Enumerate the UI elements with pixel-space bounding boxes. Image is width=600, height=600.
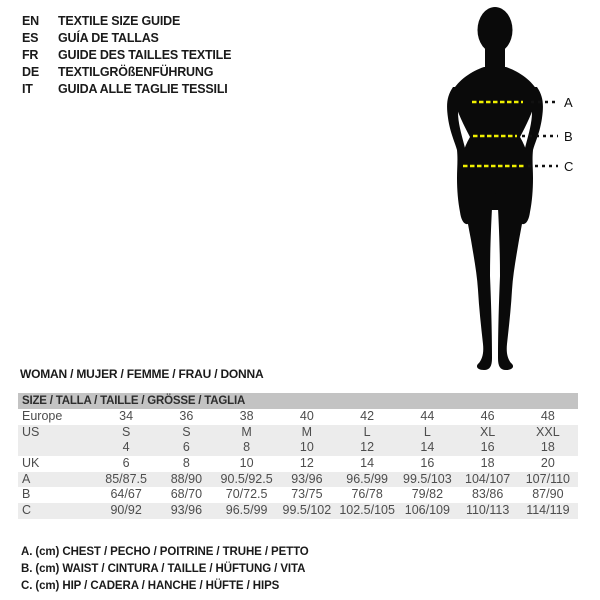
- row-label: A: [22, 471, 31, 486]
- size-cell: 36: [179, 409, 194, 423]
- size-cell: 83/86: [471, 487, 504, 502]
- language-title-block: [22, 13, 231, 98]
- language-code: DE: [22, 65, 39, 79]
- language-code: EN: [22, 14, 39, 28]
- size-cell: XXL: [536, 424, 560, 439]
- row-label: C: [22, 503, 32, 518]
- size-cell: 79/82: [411, 487, 444, 502]
- size-cell: 90/92: [110, 503, 142, 518]
- size-cell: 64/67: [110, 487, 142, 502]
- size-table: [18, 393, 578, 519]
- size-cell: S: [121, 424, 131, 439]
- woman-silhouette-figure: [400, 0, 600, 380]
- size-cell: 16: [480, 440, 495, 455]
- size-cell: L: [363, 424, 371, 439]
- table-row-us-letters: [18, 425, 578, 441]
- marker-label-c: C: [564, 159, 574, 174]
- size-cell: 88/90: [170, 471, 203, 486]
- size-cell: 10: [239, 456, 254, 471]
- language-row-es: [22, 30, 231, 47]
- language-row-en: [22, 13, 231, 30]
- size-cell: 14: [360, 456, 375, 471]
- size-cell: L: [423, 424, 431, 439]
- size-cell: 73/75: [291, 487, 323, 502]
- language-title: TEXTILGRÖßENFÜHRUNG: [58, 65, 214, 79]
- size-cell: 38: [239, 409, 254, 423]
- size-cell: 96.5/99: [225, 503, 268, 518]
- section-heading-woman: WOMAN / MUJER / FEMME / FRAU / DONNA: [20, 367, 264, 381]
- table-row-us-numbers: [18, 440, 578, 456]
- language-code: FR: [22, 48, 39, 62]
- size-cell: 96.5/99: [346, 471, 388, 486]
- language-row-de: [22, 64, 231, 81]
- size-cell: 93/96: [291, 471, 323, 486]
- size-cell: 46: [480, 409, 495, 423]
- size-cell: 8: [243, 440, 251, 455]
- language-title: GUIDA ALLE TAGLIE TESSILI: [58, 82, 228, 96]
- size-cell: 18: [540, 440, 555, 455]
- size-cell: 106/109: [404, 503, 450, 518]
- size-table-header: SIZE / TALLA / TAILLE / GRÖSSE / TAGLIA: [18, 393, 578, 409]
- marker-label-b: B: [564, 129, 573, 144]
- size-cell: 90.5/92.5: [220, 471, 273, 486]
- marker-label-a: A: [564, 95, 573, 110]
- row-label: Europe: [22, 409, 63, 423]
- size-cell: XL: [479, 424, 496, 439]
- size-cell: 8: [182, 456, 190, 471]
- legend-waist: B. (cm) WAIST / CINTURA / TAILLE / HÜFTUNG / VITA: [21, 563, 306, 575]
- size-cell: 87/90: [532, 487, 564, 502]
- size-cell: S: [182, 424, 191, 439]
- table-row-waist-b: [18, 487, 578, 503]
- size-cell: 110/113: [465, 503, 510, 518]
- size-cell: M: [241, 424, 252, 439]
- language-code: ES: [22, 31, 39, 45]
- size-cell: 44: [420, 409, 435, 423]
- size-cell: 16: [420, 456, 435, 471]
- legend-hip: C. (cm) HIP / CADERA / HANCHE / HÜFTE / HIPS: [21, 580, 280, 592]
- table-row-europe: [18, 409, 578, 425]
- size-cell: 76/78: [351, 487, 383, 502]
- size-cell: 4: [122, 440, 130, 455]
- size-cell: 99.5/102: [282, 503, 332, 518]
- size-cell: 6: [122, 456, 130, 471]
- language-title: GUÍA DE TALLAS: [58, 31, 159, 45]
- size-cell: 107/110: [525, 471, 570, 486]
- measurement-legend: [21, 544, 309, 595]
- language-title: TEXTILE SIZE GUIDE: [58, 14, 181, 28]
- size-cell: 10: [299, 440, 314, 455]
- size-cell: 12: [299, 456, 314, 471]
- size-cell: 104/107: [465, 471, 511, 486]
- row-label: UK: [22, 456, 40, 471]
- size-cell: 114/119: [526, 503, 570, 518]
- language-code: IT: [22, 82, 33, 96]
- size-cell: 14: [420, 440, 435, 455]
- size-cell: 6: [182, 440, 190, 455]
- size-cell: 68/70: [170, 487, 203, 502]
- table-row-uk: [18, 456, 578, 472]
- size-cell: 70/72.5: [225, 487, 268, 502]
- size-cell: 102.5/105: [339, 503, 395, 518]
- language-row-fr: [22, 47, 231, 64]
- language-row-it: [22, 81, 231, 98]
- size-cell: 34: [119, 409, 134, 423]
- size-cell: 85/87.5: [105, 471, 147, 486]
- size-cell: 12: [360, 440, 375, 455]
- table-row-chest-a: [18, 472, 578, 488]
- size-cell: 93/96: [170, 503, 203, 518]
- legend-chest: A. (cm) CHEST / PECHO / POITRINE / TRUHE / PETTO: [21, 546, 309, 558]
- size-cell: 18: [480, 456, 495, 471]
- row-label: US: [22, 424, 40, 439]
- woman-silhouette-icon: [400, 0, 600, 380]
- size-cell: 20: [540, 456, 555, 471]
- size-cell: M: [301, 424, 313, 439]
- size-cell: 99.5/103: [403, 471, 452, 486]
- size-cell: 42: [360, 409, 375, 423]
- row-label: B: [22, 487, 31, 502]
- table-row-hip-c: [18, 503, 578, 519]
- size-cell: 48: [540, 409, 555, 423]
- language-title: GUIDE DES TAILLES TEXTILE: [58, 48, 232, 62]
- size-cell: 40: [299, 409, 314, 423]
